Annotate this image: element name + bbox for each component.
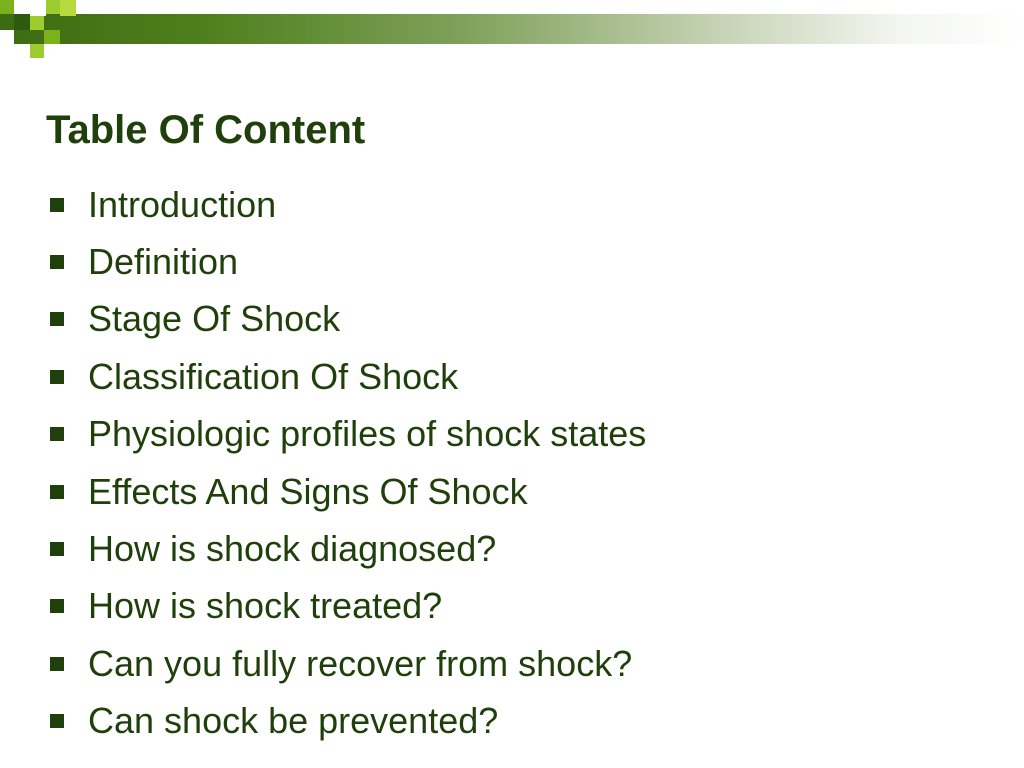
square-bullet-icon bbox=[50, 485, 64, 499]
square-bullet-icon bbox=[50, 542, 64, 556]
toc-item-recovery bbox=[50, 635, 646, 692]
toc-item-classification bbox=[50, 348, 646, 405]
toc-item-label: Introduction bbox=[88, 183, 277, 225]
decor-square-icon bbox=[14, 14, 30, 30]
decor-square-icon bbox=[46, 0, 60, 14]
toc-item-label: How is shock diagnosed? bbox=[88, 528, 497, 570]
decor-square-icon bbox=[60, 0, 76, 16]
toc-item-label: Effects And Signs Of Shock bbox=[88, 470, 528, 512]
toc-item-treatment bbox=[50, 578, 646, 635]
toc-item-label: Physiologic profiles of shock states bbox=[88, 413, 647, 455]
toc-item-label: Can you fully recover from shock? bbox=[88, 642, 633, 684]
decor-square-icon bbox=[0, 30, 14, 44]
square-bullet-icon bbox=[50, 198, 64, 212]
toc-item-label: Stage Of Shock bbox=[88, 298, 341, 340]
slide-title: Table Of Content bbox=[46, 108, 366, 152]
decor-square-icon bbox=[30, 44, 44, 58]
toc-item-label: Definition bbox=[88, 241, 239, 283]
square-bullet-icon bbox=[50, 255, 64, 269]
square-bullet-icon bbox=[50, 599, 64, 613]
toc-item-introduction bbox=[50, 176, 646, 233]
toc-item-stage-of-shock bbox=[50, 291, 646, 348]
toc-item-physiologic-profiles bbox=[50, 406, 646, 463]
toc-item-diagnosis bbox=[50, 520, 646, 577]
header-banner bbox=[0, 0, 1024, 60]
toc-item-label: Classification Of Shock bbox=[88, 355, 459, 397]
toc-item-label: How is shock treated? bbox=[88, 585, 443, 627]
decor-square-icon bbox=[44, 30, 60, 44]
square-bullet-icon bbox=[50, 657, 64, 671]
decor-square-icon bbox=[30, 0, 46, 16]
gradient-bar bbox=[0, 14, 1024, 44]
square-bullet-icon bbox=[50, 312, 64, 326]
toc-item-label: Can shock be prevented? bbox=[88, 700, 499, 742]
square-bullet-icon bbox=[50, 427, 64, 441]
square-bullet-icon bbox=[50, 370, 64, 384]
toc-item-effects-and-signs bbox=[50, 463, 646, 520]
toc-list bbox=[50, 176, 646, 750]
decor-square-icon bbox=[30, 16, 44, 30]
toc-item-prevention bbox=[50, 693, 646, 750]
decor-square-icon bbox=[0, 0, 14, 14]
square-bullet-icon bbox=[50, 714, 64, 728]
toc-item-definition bbox=[50, 233, 646, 290]
